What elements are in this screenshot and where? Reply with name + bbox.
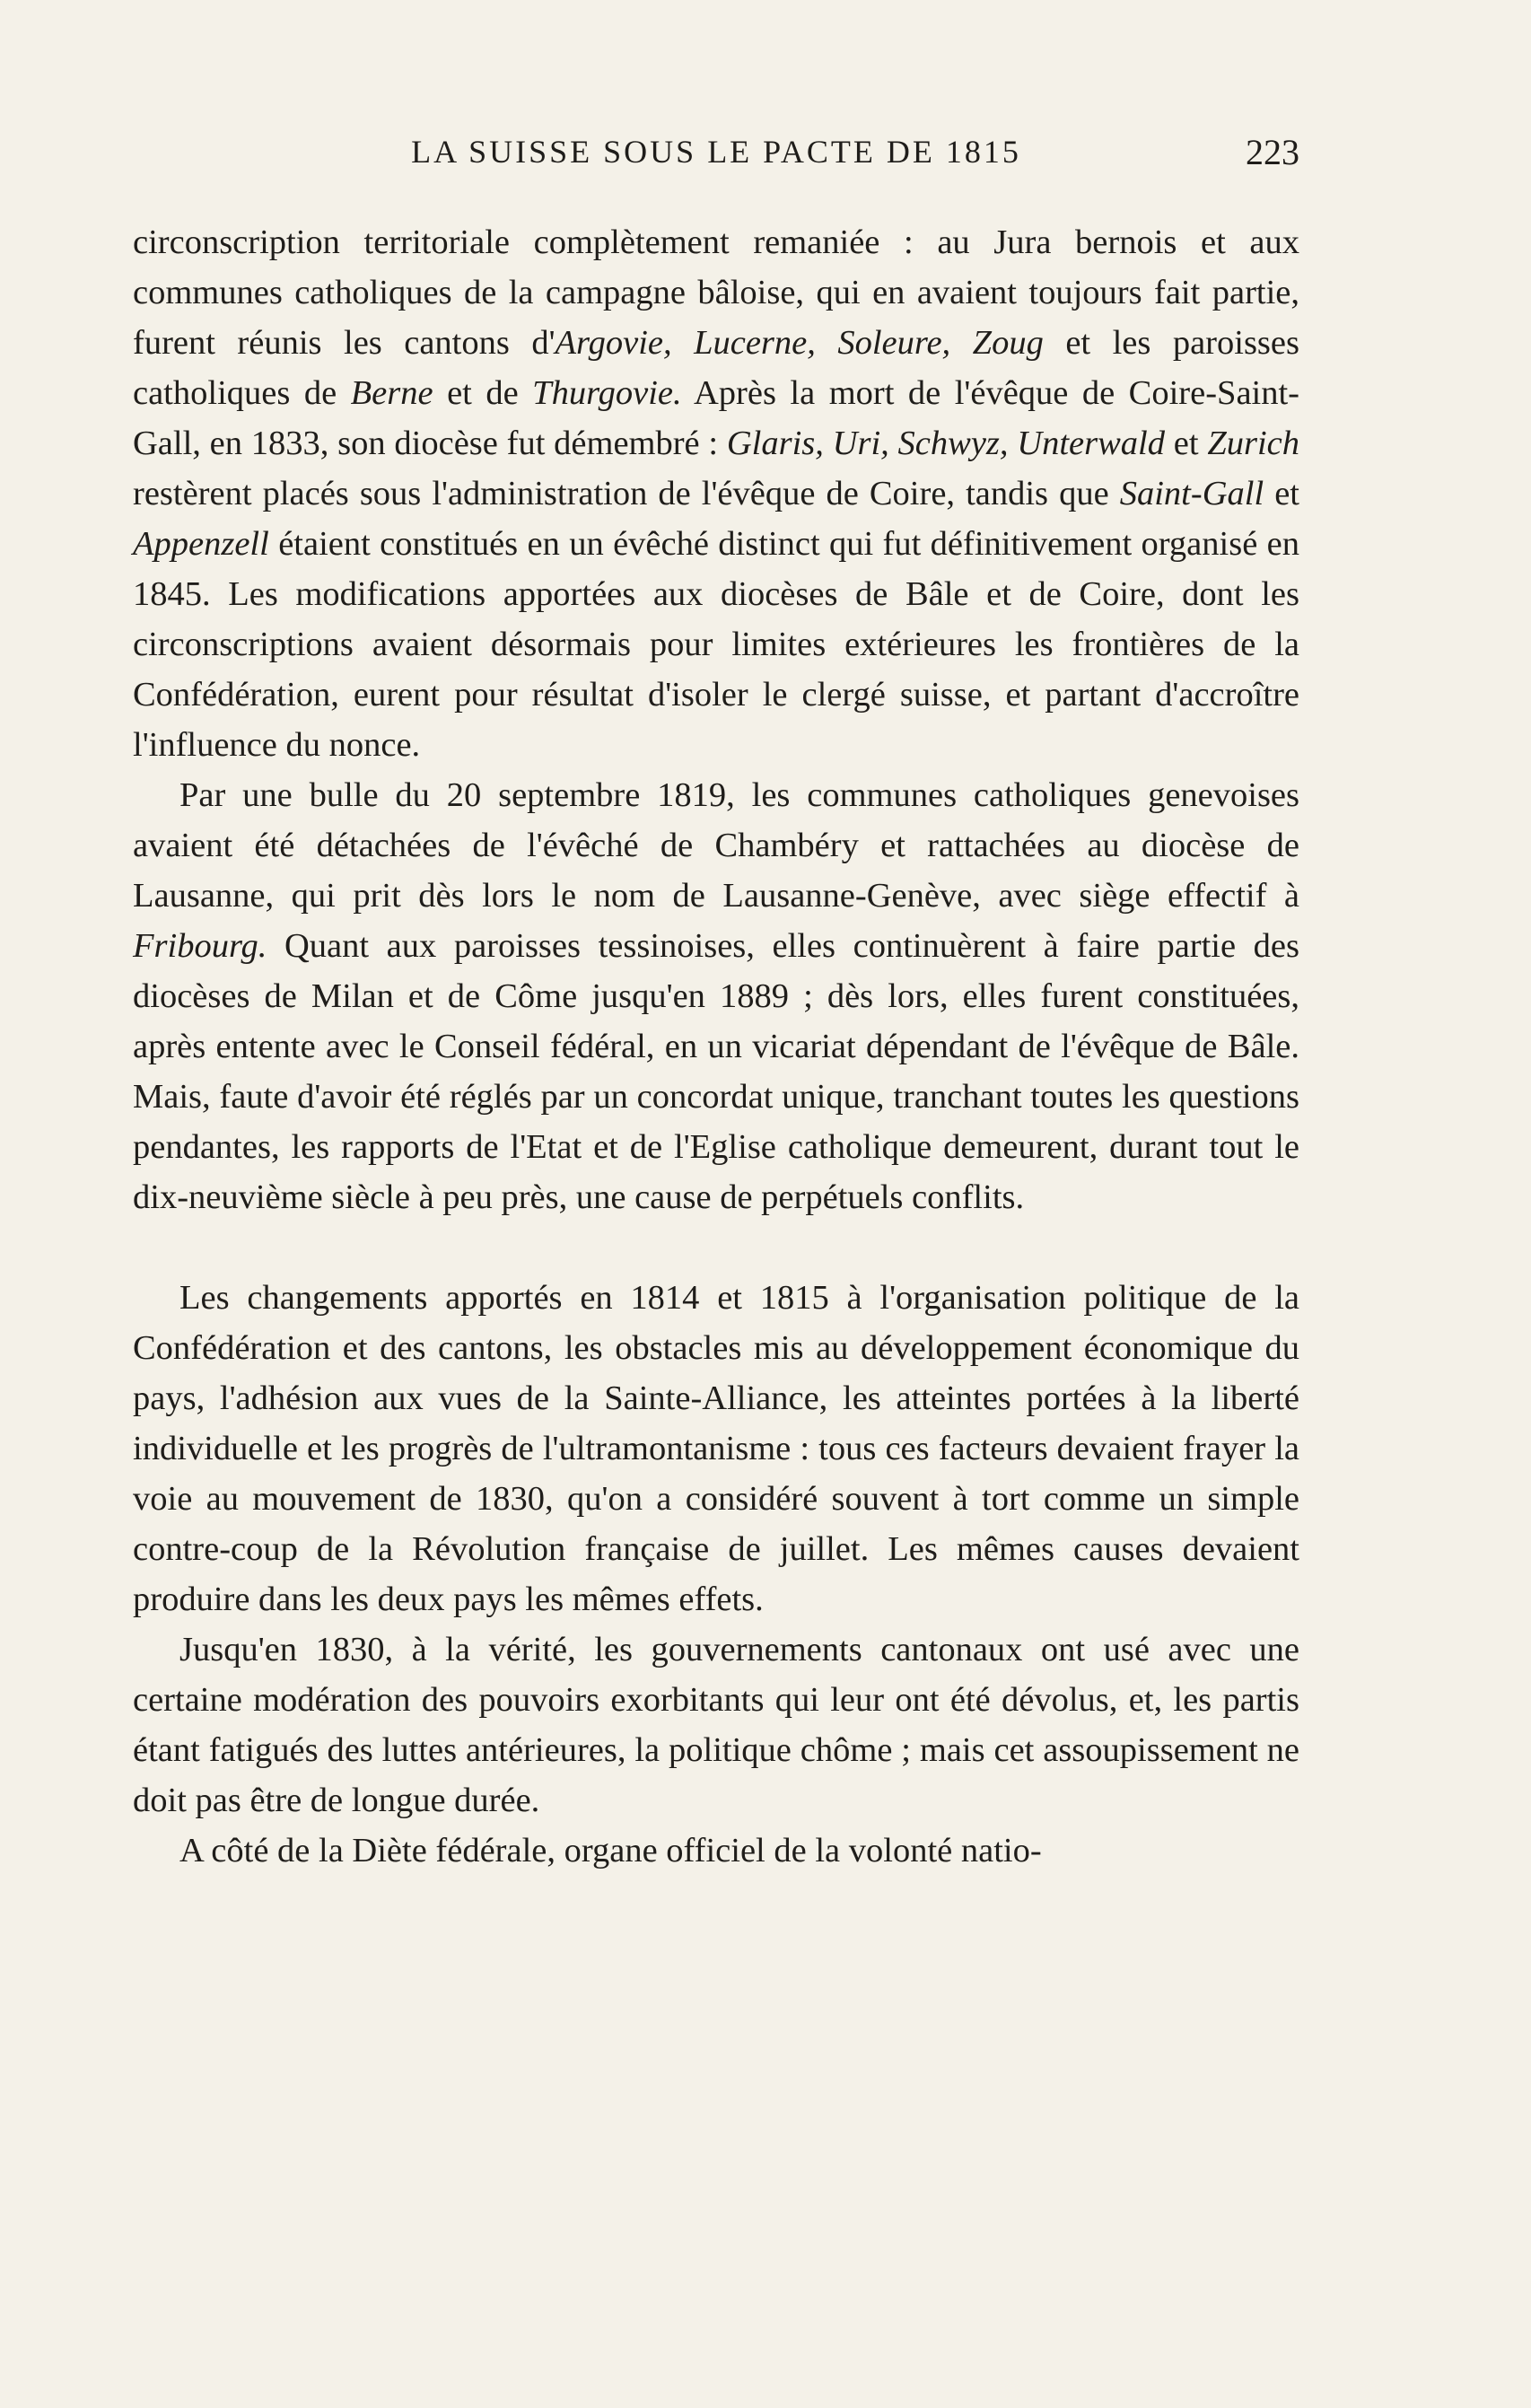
document-page	[133, 126, 1299, 1876]
text-segment: et	[1264, 475, 1299, 512]
section-break	[133, 1222, 1299, 1273]
body-text	[133, 217, 1299, 1876]
text-segment: et de	[433, 374, 533, 412]
paragraph-until-1830	[133, 1624, 1299, 1826]
page-number: 223	[1246, 132, 1299, 172]
italic-place-names: Glaris, Uri, Schwyz, Unterwald	[726, 425, 1165, 462]
running-header	[133, 126, 1299, 180]
italic-place-name: Berne	[350, 374, 433, 412]
text-segment: Par une bulle du 20 septembre 1819, les communes catholiques genevoises avaient été détachées de l'évêché de Chambéry et rattachées au diocèse de Lausanne, qui prit dès lors le nom de Lausanne-Genève, avec siège effectif à	[133, 776, 1299, 915]
text-segment: circonscription territoriale complètement remaniée : au Jura bernois et aux communes catholiques de la campagne bâloise, qui en avaient toujours fait partie, furent réunis les cantons d'	[133, 223, 1299, 362]
italic-place-name: Appenzell	[133, 525, 269, 563]
italic-place-names: Argovie, Lucerne, Soleure, Zoug	[555, 324, 1044, 362]
paragraph-changes-1814-1815	[133, 1273, 1299, 1624]
text-segment: Les changements apportés en 1814 et 1815 à l'organisation politique de la Confédération et des cantons, les obstacles mis au développement économique du pays, l'adhésion aux vues de la Sainte-Alliance, les atteintes portées à la liberté individuelle et les progrès de l'ultramontanisme : tous ces facteurs devaient frayer la voie au mouvement de 1830, qu'on a considéré souvent à tort comme un simple contre-coup de la Révolution française de juillet. Les mêmes causes devaient produire dans les deux pays les mêmes effets.	[133, 1279, 1299, 1618]
italic-place-name: Saint-Gall	[1119, 475, 1264, 512]
text-segment: Après la mort de l'évêque de Coire-Saint-Gall, en 1833, son diocèse fut démembré :	[133, 374, 1299, 462]
italic-place-name: Thurgovie.	[532, 374, 682, 412]
paragraph-diocese-changes	[133, 217, 1299, 770]
text-segment: étaient constitués en un évêché distinct qui fut définitivement organisé en 1845. Les modifications apportées aux diocèses de Bâle et de Coire, dont les circonscriptions avaient désormais pour limites extérieures les frontières de la Confédération, eurent pour résultat d'isoler le clergé suisse, et partant d'accroître l'influence du nonce.	[133, 525, 1299, 764]
text-segment: et	[1164, 425, 1208, 462]
running-title: LA SUISSE SOUS LE PACTE DE 1815	[411, 134, 1021, 170]
text-segment: Quant aux paroisses tessinoises, elles continuèrent à faire partie des diocèses de Milan et de Côme jusqu'en 1889 ; dès lors, elles furent constituées, après entente avec le Conseil fédéral, en un vicariat dépendant de l'évêque de Bâle. Mais, faute d'avoir été réglés par un concordat unique, tranchant toutes les questions pendantes, les rapports de l'Etat et de l'Eglise catholique demeurent, durant tout le dix-neuvième siècle à peu près, une cause de perpétuels conflits.	[133, 927, 1299, 1216]
text-segment: et les paroisses catholiques de	[133, 324, 1299, 412]
italic-place-name: Fribourg.	[133, 927, 267, 965]
text-segment: A côté de la Diète fédérale, organe officiel de la volonté natio-	[179, 1832, 1042, 1869]
italic-place-name: Zurich	[1207, 425, 1299, 462]
text-segment: restèrent placés sous l'administration de l'évêque de Coire, tandis que	[133, 475, 1120, 512]
paragraph-diete-federale	[133, 1826, 1299, 1876]
text-segment: Jusqu'en 1830, à la vérité, les gouvernements cantonaux ont usé avec une certaine modération des pouvoirs exorbitants qui leur ont été dévolus, et, les partis étant fatigués des luttes antérieures, la politique chôme ; mais cet assoupissement ne doit pas être de longue durée.	[133, 1631, 1299, 1819]
paragraph-geneva-ticino	[133, 770, 1299, 1222]
